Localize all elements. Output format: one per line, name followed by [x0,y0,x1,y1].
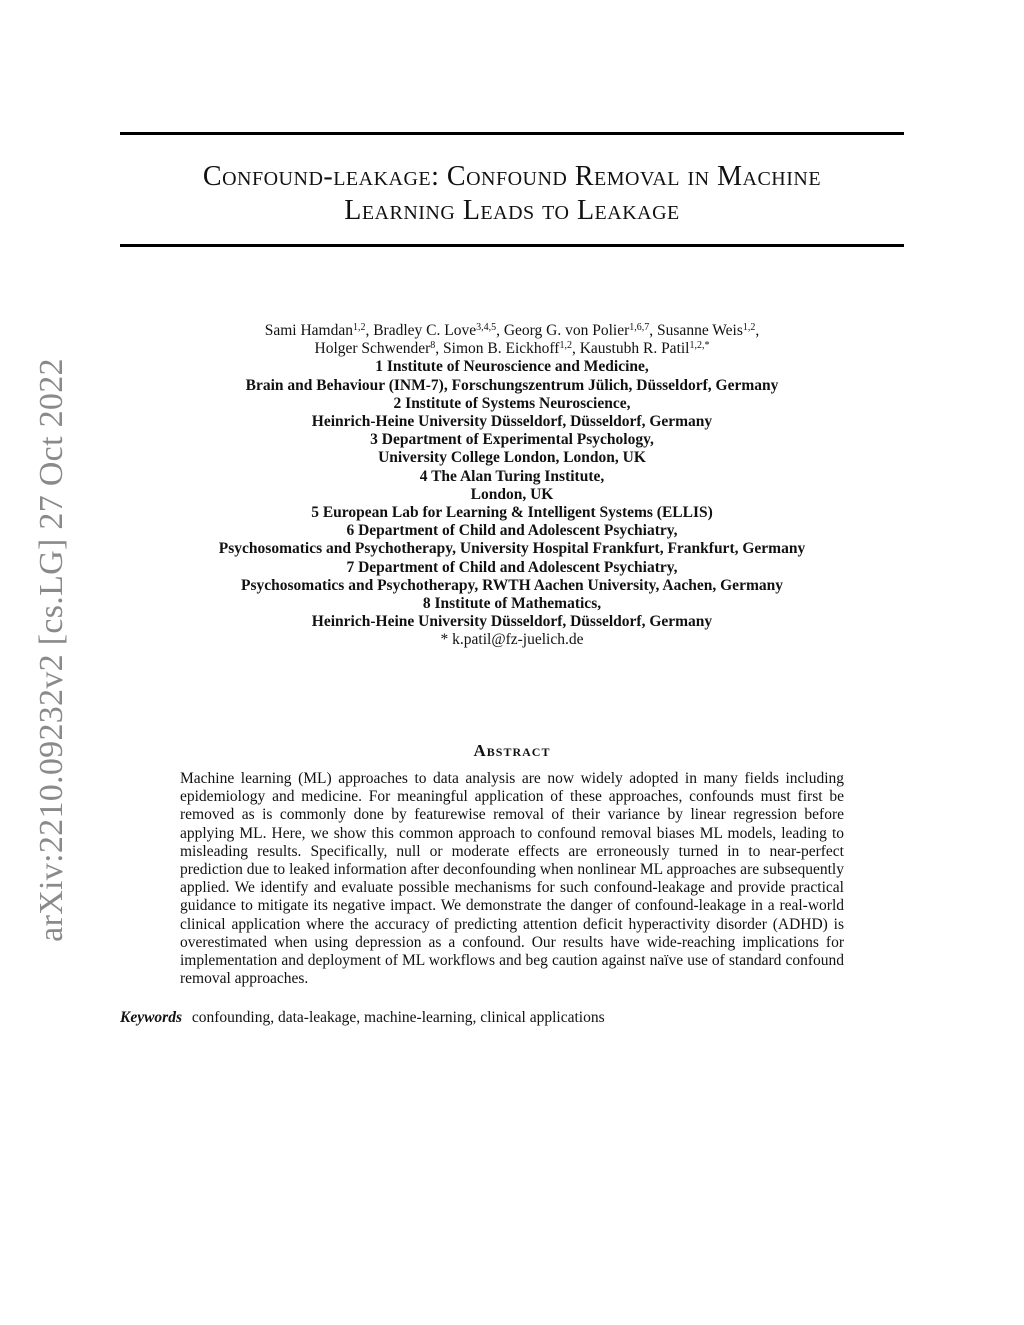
author-name: Holger Schwender$^8$, [314,340,444,358]
affiliation-line: University College London, London, UK [378,449,646,467]
keywords-text: confounding, data-leakage, machine-learning, clinical applications [191,1009,605,1026]
affiliation-line: Psychosomatics and Psychotherapy, University Hospital Frankfurt, Frankfurt, Germany [218,540,806,558]
abstract-heading: Abstract [473,741,551,760]
affiliation-line: 4 The Alan Turing Institute, [419,467,605,485]
abstract-text: Machine learning (ML) approaches to data analysis are now widely adopted in many fields including epidemiology and medicine. For meaningful application of these approaches, confounds must first be removed as is commonly done by featurewise removal of their variance by linear regression before applying ML. Here, we show this common approach to confound removal biases ML models, leading to misleading results. Specifically, null or moderate effects are erroneously turned in to near-perfect prediction due to leaked information after deconfounding when nonlinear ML approaches are subsequently applied. We identify and evaluate possible mechanisms for such confound-leakage and provide practical guidance to mitigate its negative impact. We demonstrate the danger of confound-leakage in a real-world clinical application where the accuracy of predicting attention deficit hyperactivity disorder (ADHD) is overestimated when using depression as a confound. Our results have wide-reaching implications for implementation and deployment of ML workflows and beg caution against naïve use of standard confound removal approaches. [180,770,844,988]
title-rule-top [120,132,904,135]
keywords-label: Keywords [120,1009,182,1026]
affiliation-line: Heinrich-Heine University Düsseldorf, Düsseldorf, Germany [311,613,713,631]
affiliation-line: 7 Department of Child and Adolescent Psychiatry, [346,558,678,576]
author-name: Bradley C. Love$^{3,4,5}$, [373,322,504,339]
author-name: Georg G. von Polier$^{1,6,7}$, [503,322,658,339]
author-block [150,322,874,650]
affiliation-line: London, UK [470,485,554,503]
author-name: Sami Hamdan$^{1,2}$, [264,322,374,339]
affiliation-line: Psychosomatics and Psychotherapy, RWTH Aachen University, Aachen, Germany [241,576,783,594]
title-line-2: Learning Leads to Leakage [344,195,680,226]
affiliation-line: 8 Institute of Mathematics, [422,595,602,613]
affiliation-line: Heinrich-Heine University Düsseldorf, Düsseldorf, Germany [311,413,713,431]
author-list [150,322,874,358]
affiliation-line: 6 Department of Child and Adolescent Psychiatry, [346,522,678,540]
keywords-line [120,1009,904,1027]
title-line-1: Confound-leakage: Confound Removal in Machine [202,161,822,192]
title-rule-bottom [120,244,904,247]
affiliation-line: 5 European Lab for Learning & Intelligent Systems (ELLIS) [311,504,713,522]
author-name: Susanne Weis$^{1,2}$, [657,322,760,339]
corresponding-email[interactable]: * k.patil@fz-juelich.de [440,631,584,649]
paper-title [120,160,904,228]
affiliation-line: 2 Institute of Systems Neuroscience, [393,394,631,412]
author-name: Kaustubh R. Patil$^{1,2,*}$ [579,340,710,358]
affiliation-line: 1 Institute of Neuroscience and Medicine, [375,358,649,376]
affiliation-line: Brain and Behaviour (INM-7), Forschungszentrum Jülich, Düsseldorf, Germany [245,376,779,394]
arxiv-identifier-stamp: arXiv:2210.09232v2 [cs.LG] 27 Oct 2022 [33,358,70,942]
author-name: Simon B. Eickhoff$^{1,2}$, [443,340,580,358]
affiliation-line: 3 Department of Experimental Psychology, [370,431,654,449]
